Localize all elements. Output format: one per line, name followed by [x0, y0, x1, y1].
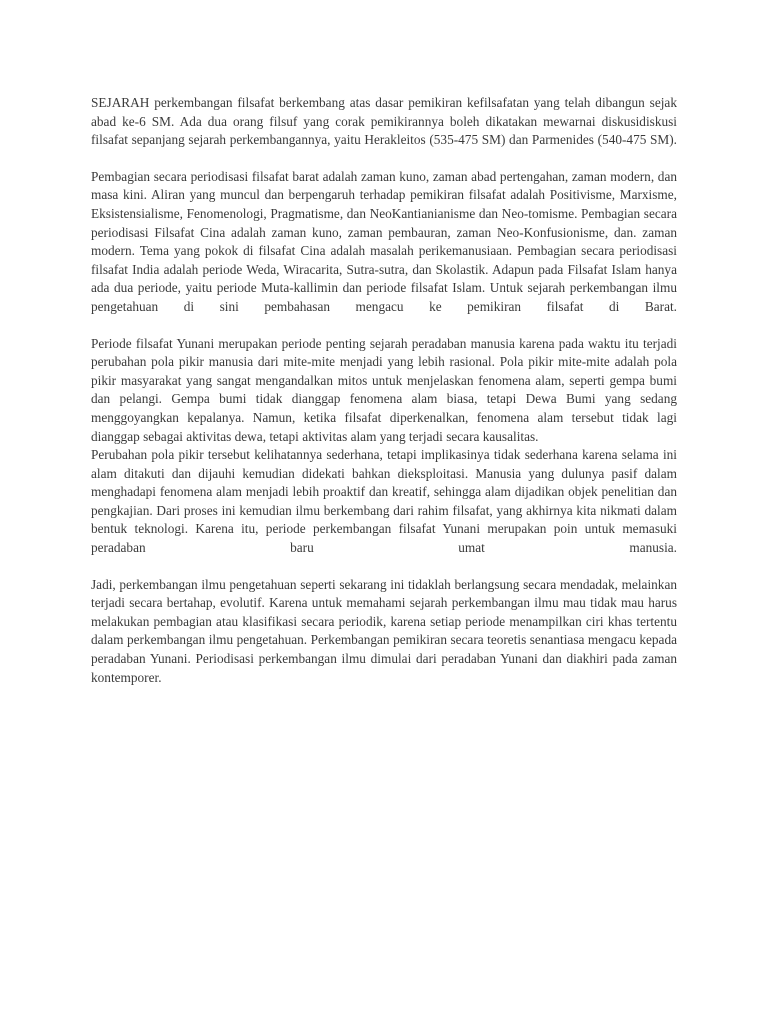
- paragraph-periodization: Pembagian secara periodisasi filsafat barat adalah zaman kuno, zaman abad pertengahan, zaman modern, dan masa kini. Aliran yang muncul dan berpengaruh terhadap pemikiran filsafat adalah Positivisme, Marxisme, Eksistensialisme, Fenomenologi, Pragmatisme, dan NeoKantianianisme dan Neo-tomisme. Pembagian secara periodisasi Filsafat Cina adalah zaman kuno, zaman pembauran, zaman Neo-Konfusionisme, dan. zaman modern. Tema yang pokok di filsafat Cina adalah masalah perikemanusiaan. Pembagian secara periodisasi filsafat India adalah periode Weda, Wiracarita, Sutra-sutra, dan Skolastik. Adapun pada Filsafat Islam hanya ada dua periode, yaitu periode Muta-kallimin dan periode filsafat Islam. Untuk sejarah perkembangan ilmu pengetahuan di sini pembahasan mengacu ke pemikiran filsafat di Barat.: [91, 168, 677, 314]
- paragraph-mindset-change: Perubahan pola pikir tersebut kelihatannya sederhana, tetapi implikasinya tidak sederhana karena selama ini alam ditakuti dan dijauhi kemudian didekati bahkan dieksploitasi. Manusia yang dulunya pasif dalam menghadapi fenomena alam menjadi lebih proaktif dan kreatif, sehingga alam dijadikan objek penelitian dan pengkajian. Dari proses ini kemudian ilmu berkembang dari rahim filsafat, yang akhirnya kita nikmati dalam bentuk teknologi. Karena itu, periode perkembangan filsafat Yunani merupakan poin untuk memasuki peradaban baru umat manusia.: [91, 447, 677, 556]
- paragraph-greek-period: Periode filsafat Yunani merupakan periode penting sejarah peradaban manusia karena pada waktu itu terjadi perubahan pola pikir manusia dari mite-mite menjadi yang lebih rasional. Pola pikir mite-mite adalah pola pikir masyarakat yang sangat mengandalkan mitos untuk menjelaskan fenomena alam, seperti gempa bumi dan pelangi. Gempa bumi tidak dianggap fenomena alam biasa, tetapi Dewa Bumi yang sedang menggoyangkan kepalanya. Namun, ketika filsafat diperkenalkan, fenomena alam tersebut tidak lagi dianggap sebagai aktivitas dewa, tetapi aktivitas alam yang terjadi secara kausalitas.: [91, 335, 677, 444]
- paragraph-conclusion: Jadi, perkembangan ilmu pengetahuan seperti sekarang ini tidaklah berlangsung secara mendadak, melainkan terjadi secara bertahap, evolutif. Karena untuk memahami sejarah perkembangan ilmu mau tidak mau harus melakukan pembagian atau klasifikasi secara periodik, karena setiap periode menampilkan ciri khas tertentu dalam perkembangan ilmu pengetahuan. Perkembangan pemikiran secara teoretis senantiasa mengacu kepada peradaban Yunani. Periodisasi perkembangan ilmu dimulai dari peradaban Yunani dan diakhiri pada zaman kontemporer.: [91, 576, 677, 685]
- paragraph-history-intro: SEJARAH perkembangan filsafat berkembang atas dasar pemikiran kefilsafatan yang telah dibangun sejak abad ke-6 SM. Ada dua orang filsuf yang corak pemikirannya boleh dikatakan mewarnai diskusidiskusi filsafat sepanjang sejarah perkembangannya, yaitu Herakleitos (535-475 SM) dan Parmenides (540-475 SM).: [91, 95, 677, 148]
